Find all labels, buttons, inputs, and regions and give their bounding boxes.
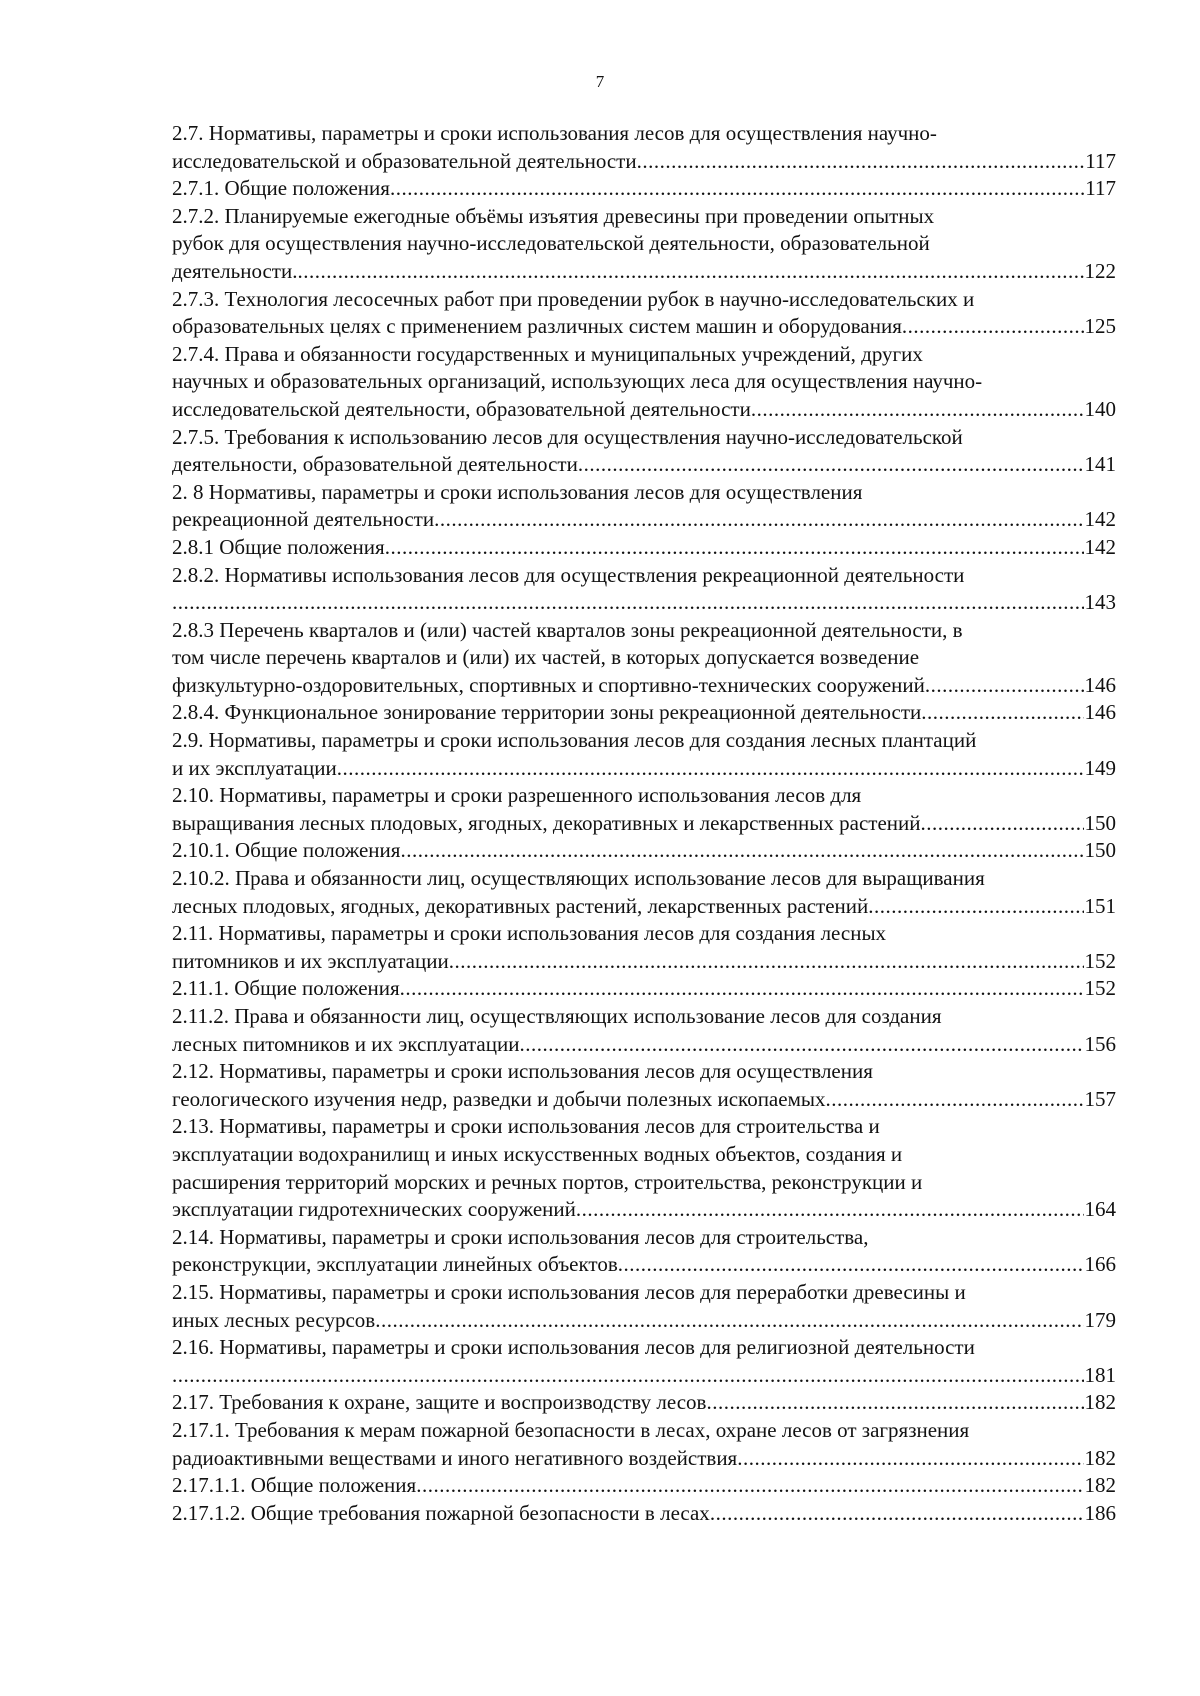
toc-entry-text-line: 2.8.3 Перечень кварталов и (или) частей кварталов зоны рекреационной деятельности, в: [172, 617, 963, 642]
dot-leader: [576, 1196, 1084, 1224]
toc-entry-text-line: 2.10.1. Общие положения: [172, 838, 401, 863]
toc-page-number: 182: [1084, 1473, 1116, 1498]
dot-leader: [434, 506, 1083, 534]
toc-page-number: 142: [1084, 507, 1116, 532]
dot-leader: [706, 1389, 1083, 1417]
toc-entry-text-line: физкультурно-оздоровительных, спортивных и спортивно-технических сооружений: [172, 672, 925, 697]
toc-entry: [172, 1472, 1116, 1500]
toc-entry-text-line: 2.7.2. Планируемые ежегодные объёмы изъятия древесины при проведении опытных: [172, 203, 935, 228]
toc-entry-text-line: 2.7.4. Права и обязанности государственных и муниципальных учреждений, других: [172, 341, 923, 366]
toc-entry-text-line: 2.14. Нормативы, параметры и сроки использования лесов для строительства,: [172, 1224, 869, 1249]
toc-entry: [172, 782, 1116, 837]
toc-entry-text-line: лесных питомников и их эксплуатации: [172, 1031, 520, 1056]
dot-leader: [449, 948, 1084, 976]
dot-leader: [737, 1445, 1083, 1473]
toc-entry-text-line: исследовательской и образовательной деятельности: [172, 148, 637, 173]
toc-entry-text-line: эксплуатации водохранилищ и иных искусственных водных объектов, создания и: [172, 1141, 903, 1166]
toc-entry-text-line: 2.8.2. Нормативы использования лесов для осуществления рекреационной деятельности: [172, 562, 965, 587]
dot-leader: [375, 1307, 1083, 1335]
toc-entry-text-line: 2.7.3. Технология лесосечных работ при проведении рубок в научно-исследовательских и: [172, 286, 975, 311]
toc-page-number: 156: [1084, 1031, 1116, 1056]
dot-leader: [390, 175, 1084, 203]
toc-entry-text-line: и их эксплуатации: [172, 755, 337, 780]
toc-entry-text-line: 2.7.5. Требования к использованию лесов для осуществления научно-исследовательской: [172, 424, 963, 449]
toc-entry: [172, 175, 1116, 203]
dot-leader: [710, 1500, 1084, 1528]
toc-entry-text-line: лесных плодовых, ягодных, декоративных растений, лекарственных растений: [172, 893, 869, 918]
toc-entry-last-line: [172, 1031, 1116, 1059]
dot-leader: [416, 1472, 1083, 1500]
toc-page-number: 150: [1084, 810, 1116, 835]
dot-leader: [868, 893, 1083, 921]
toc-entry: [172, 203, 1116, 286]
toc-entry-last-line: [172, 893, 1116, 921]
toc-entry-text-line: 2.15. Нормативы, параметры и сроки использования лесов для переработки древесины и: [172, 1279, 966, 1304]
toc-entry: [172, 286, 1116, 341]
toc-entry-last-line: [172, 1196, 1116, 1224]
toc-entry: [172, 1113, 1116, 1223]
page-number: 7: [595, 72, 605, 91]
toc-entry-text-line: 2. 8 Нормативы, параметры и сроки использования лесов для осуществления: [172, 479, 863, 504]
toc-entry: [172, 1389, 1116, 1417]
toc-entry-text-line: рекреационной деятельности: [172, 507, 435, 532]
toc-entry: [172, 617, 1116, 700]
dot-leader: [385, 534, 1084, 562]
toc-entry: [172, 1334, 1116, 1389]
toc-entry-last-line: [172, 534, 1116, 562]
dot-leader: [519, 1031, 1083, 1059]
toc-entry-last-line: [172, 506, 1116, 534]
toc-entry-text-line: деятельности, образовательной деятельности: [172, 452, 578, 477]
toc-entry: [172, 727, 1116, 782]
toc-entry: [172, 341, 1116, 424]
toc-page-number: 150: [1084, 838, 1116, 863]
toc-page-number: 166: [1084, 1252, 1116, 1277]
toc-entry: [172, 920, 1116, 975]
toc-page-number: 122: [1084, 258, 1116, 283]
toc-page-number: 186: [1084, 1500, 1116, 1525]
toc-page-number: 140: [1084, 396, 1116, 421]
toc-page-number: 125: [1084, 314, 1116, 339]
toc-entry-last-line: [172, 699, 1116, 727]
toc-entry-text-line: 2.10. Нормативы, параметры и сроки разрешенного использования лесов для: [172, 783, 862, 808]
toc-entry: [172, 1003, 1116, 1058]
toc-entry-last-line: [172, 313, 1116, 341]
toc-entry-text-line: 2.17.1. Требования к мерам пожарной безопасности в лесах, охране лесов от загрязнения: [172, 1417, 970, 1442]
toc-page-number: 146: [1084, 700, 1116, 725]
toc-entry-last-line: [172, 837, 1116, 865]
toc-page-number: 141: [1084, 452, 1116, 477]
toc-entry-text-line: научных и образовательных организаций, использующих леса для осуществления научно-: [172, 369, 983, 394]
toc-entry: [172, 534, 1116, 562]
toc-entry-text-line: 2.10.2. Права и обязанности лиц, осуществляющих использование лесов для выращивания: [172, 866, 985, 891]
toc-entry: [172, 699, 1116, 727]
toc-entry-last-line: [172, 589, 1116, 617]
toc-entry-text-line: реконструкции, эксплуатации линейных объектов: [172, 1252, 618, 1277]
dot-leader: [751, 396, 1084, 424]
toc-page-number: 164: [1084, 1197, 1116, 1222]
dot-leader: [825, 1086, 1083, 1114]
toc-entry-last-line: [172, 1086, 1116, 1114]
toc-entry-text-line: 2.11.1. Общие положения: [172, 976, 400, 1001]
toc-entry-text-line: рубок для осуществления научно-исследовательской деятельности, образовательной: [172, 231, 930, 256]
dot-leader: [921, 699, 1083, 727]
toc-entry: [172, 479, 1116, 534]
toc-entry-text-line: 2.9. Нормативы, параметры и сроки использования лесов для создания лесных плантаций: [172, 728, 977, 753]
dot-leader: [578, 451, 1084, 479]
toc-entry-last-line: [172, 755, 1116, 783]
toc-entry: [172, 865, 1116, 920]
toc-entry-text-line: исследовательской деятельности, образовательной деятельности: [172, 396, 751, 421]
toc-page-number: 152: [1084, 976, 1116, 1001]
toc-entry-text-line: том числе перечень кварталов и (или) их частей, в которых допускается возведение: [172, 645, 920, 670]
toc-entry-last-line: [172, 1251, 1116, 1279]
toc-entry-last-line: [172, 1362, 1116, 1390]
toc-entry-text-line: иных лесных ресурсов: [172, 1307, 376, 1332]
toc-entry-text-line: 2.8.4. Функциональное зонирование территории зоны рекреационной деятельности: [172, 700, 922, 725]
toc-entry: [172, 1417, 1116, 1472]
toc-entry-last-line: [172, 975, 1116, 1003]
toc-entry-last-line: [172, 1500, 1116, 1528]
toc-page-number: 181: [1084, 1362, 1116, 1387]
toc-entry-text-line: 2.7.1. Общие положения: [172, 176, 390, 201]
toc-entry: [172, 120, 1116, 175]
toc-entry-text-line: расширения территорий морских и речных портов, строительства, реконструкции и: [172, 1169, 923, 1194]
toc-entry-text-line: радиоактивными веществами и иного негативного воздействия: [172, 1445, 738, 1470]
toc-page-number: 152: [1084, 948, 1116, 973]
toc-page-number: 157: [1084, 1086, 1116, 1111]
toc-entry-last-line: [172, 396, 1116, 424]
dot-leader: [637, 148, 1085, 176]
toc-entry-text-line: образовательных целях с применением различных систем машин и оборудования: [172, 314, 902, 339]
table-of-contents: [172, 120, 1116, 1527]
toc-entry-last-line: [172, 175, 1116, 203]
toc-entry-text-line: 2.17. Требования к охране, защите и воспроизводству лесов: [172, 1390, 707, 1415]
dot-leader: [337, 755, 1084, 783]
toc-page-number: 117: [1085, 176, 1116, 201]
toc-entry: [172, 1500, 1116, 1528]
dot-leader: [400, 975, 1084, 1003]
toc-entry-text-line: 2.11.2. Права и обязанности лиц, осуществляющих использование лесов для создания: [172, 1004, 942, 1028]
toc-entry: [172, 1224, 1116, 1279]
toc-page-number: 151: [1084, 893, 1116, 918]
toc-entry-last-line: [172, 810, 1116, 838]
toc-page-number: 142: [1084, 534, 1116, 559]
dot-leader: [400, 837, 1083, 865]
toc-entry-text-line: 2.12. Нормативы, параметры и сроки использования лесов для осуществления: [172, 1059, 873, 1084]
dot-leader: [902, 313, 1084, 341]
toc-entry-text-line: питомников и их эксплуатации: [172, 948, 449, 973]
toc-entry-last-line: [172, 948, 1116, 976]
toc-entry-text-line: 2.7. Нормативы, параметры и сроки использования лесов для осуществления научно-: [172, 121, 937, 145]
toc-entry-last-line: [172, 148, 1116, 176]
toc-page-number: 143: [1084, 590, 1116, 615]
toc-entry-last-line: [172, 1389, 1116, 1417]
toc-entry-text-line: геологического изучения недр, разведки и добычи полезных ископаемых: [172, 1086, 826, 1111]
toc-entry: [172, 975, 1116, 1003]
toc-entry-last-line: [172, 1445, 1116, 1473]
dot-leader: [297, 258, 1083, 286]
toc-page-number: 182: [1084, 1390, 1116, 1415]
toc-entry-text-line: 2.13. Нормативы, параметры и сроки использования лесов для строительства и: [172, 1114, 880, 1139]
dot-leader: [925, 672, 1084, 700]
toc-entry-last-line: [172, 1472, 1116, 1500]
toc-entry-last-line: [172, 451, 1116, 479]
toc-entry-text-line: деятельности.: [172, 258, 298, 283]
toc-entry-text-line: 2.11. Нормативы, параметры и сроки использования лесов для создания лесных: [172, 921, 887, 946]
toc-entry-last-line: [172, 1307, 1116, 1335]
toc-entry-text-line: выращивания лесных плодовых, ягодных, декоративных и лекарственных растений: [172, 810, 921, 835]
dot-leader: [618, 1251, 1084, 1279]
toc-entry: [172, 1058, 1116, 1113]
toc-page-number: 179: [1084, 1307, 1116, 1332]
dot-leader: [920, 810, 1083, 838]
toc-page-number: 149: [1084, 755, 1116, 780]
toc-page-number: 146: [1084, 672, 1116, 697]
toc-entry-text-line: 2.17.1.1. Общие положения: [172, 1473, 417, 1498]
toc-entry-last-line: [172, 258, 1116, 286]
toc-entry-text-line: 2.16. Нормативы, параметры и сроки использования лесов для религиозной деятельности: [172, 1335, 975, 1360]
toc-page-number: 182: [1084, 1445, 1116, 1470]
toc-entry: [172, 1279, 1116, 1334]
toc-entry-text-line: 2.17.1.2. Общие требования пожарной безопасности в лесах: [172, 1500, 710, 1525]
dot-leader: [172, 589, 1084, 617]
dot-leader: [172, 1362, 1084, 1390]
toc-entry-last-line: [172, 672, 1116, 700]
toc-entry-text-line: эксплуатации гидротехнических сооружений: [172, 1197, 576, 1222]
toc-entry: [172, 562, 1116, 617]
toc-entry: [172, 424, 1116, 479]
toc-page-number: 117: [1085, 148, 1116, 173]
toc-entry-text-line: 2.8.1 Общие положения: [172, 534, 385, 559]
toc-entry: [172, 837, 1116, 865]
